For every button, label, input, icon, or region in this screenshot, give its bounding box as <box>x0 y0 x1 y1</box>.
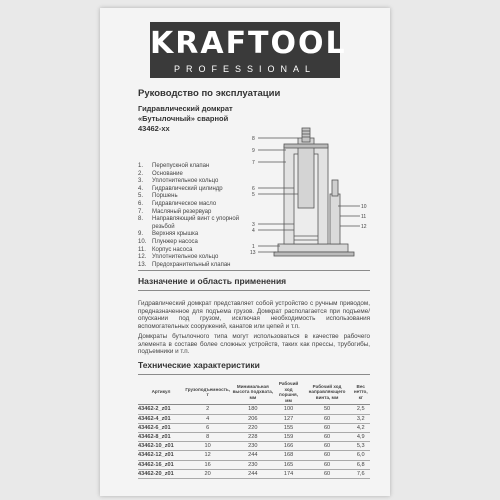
article-cell: 43462-2_z01 <box>138 405 184 414</box>
spec-cell: 60 <box>303 442 352 451</box>
diagram-label: 5 <box>252 192 255 198</box>
purpose-paragraph: Гидравлический домкрат представляет собой устройство с ручным приводом, предназначенное для подъема грузов. Домкрат располагается при подъеме/опускании под грузом, исключая необходимость использования вспомогательных сооружений, канатов или цепей и т.п. <box>138 300 370 331</box>
diagram-label: 6 <box>252 186 255 192</box>
spec-cell: 6 <box>184 423 231 432</box>
product-name-line1: Гидравлический домкрат <box>138 104 233 113</box>
part-label: Масляный резервуар <box>152 208 212 215</box>
part-number: 13. <box>138 261 147 268</box>
spec-cell: 4 <box>184 414 231 423</box>
spec-cell: 12 <box>184 451 231 460</box>
table-row <box>138 460 370 469</box>
purpose-title: Назначение и область применения <box>138 276 287 286</box>
part-item <box>138 247 250 255</box>
spec-cell: 174 <box>274 469 302 478</box>
part-label: Верхняя крышка <box>152 231 199 238</box>
parts-list <box>138 163 250 269</box>
diagram-label: 10 <box>361 204 367 210</box>
table-row <box>138 442 370 451</box>
col-header: Вес нетто, кг <box>351 380 370 405</box>
specs-title: Технические характеристики <box>138 360 260 370</box>
table-row <box>138 423 370 432</box>
part-number: 5. <box>138 193 144 200</box>
part-label: Направляющий винт с упорной резьбой <box>152 216 240 230</box>
spec-cell: 6,8 <box>351 460 370 469</box>
part-number: 2. <box>138 170 144 177</box>
col-header: Рабочий ход поршня, мм <box>274 380 302 405</box>
section-divider <box>138 270 370 271</box>
table-row <box>138 405 370 414</box>
article-cell: 43462-10_z01 <box>138 442 184 451</box>
part-label: Уплотнительное кольцо <box>152 254 219 261</box>
spec-cell: 166 <box>274 442 302 451</box>
part-number: 6. <box>138 200 144 207</box>
spec-cell: 155 <box>274 423 302 432</box>
diagram-label: 4 <box>252 228 255 234</box>
part-item <box>138 193 250 201</box>
part-item <box>138 171 250 179</box>
section-divider <box>138 290 370 291</box>
part-label: Уплотнительное кольцо <box>152 178 219 185</box>
part-number: 8. <box>138 216 144 223</box>
part-label: Корпус насоса <box>152 246 193 253</box>
part-item <box>138 262 250 270</box>
spec-cell: 2,5 <box>351 405 370 414</box>
spec-cell: 180 <box>231 405 274 414</box>
part-number: 10. <box>138 238 147 245</box>
spec-cell: 60 <box>303 460 352 469</box>
spec-cell: 159 <box>274 432 302 441</box>
spec-cell: 228 <box>231 432 274 441</box>
product-name-line2: «Бутылочный» сварной <box>138 114 229 123</box>
product-info <box>138 104 233 134</box>
spec-cell: 4,9 <box>351 432 370 441</box>
diagram-label: 7 <box>252 160 255 166</box>
section-divider <box>138 374 370 375</box>
brand-tagline: PROFESSIONAL <box>173 64 317 74</box>
spec-cell: 4,2 <box>351 423 370 432</box>
part-label: Основание <box>152 170 183 177</box>
diagram-label: 12 <box>361 224 367 230</box>
article-cell: 43462-4_z01 <box>138 414 184 423</box>
diagram-label: 3 <box>252 222 255 228</box>
part-label: Поршень <box>152 193 178 200</box>
spec-cell: 60 <box>303 451 352 460</box>
part-label: Гидравлический цилиндр <box>152 185 223 192</box>
part-label: Предохранительный клапан <box>152 261 231 268</box>
table-row <box>138 414 370 423</box>
part-item <box>138 254 250 262</box>
part-item <box>138 178 250 186</box>
spec-cell: 244 <box>231 451 274 460</box>
spec-cell: 206 <box>231 414 274 423</box>
spec-cell: 168 <box>274 451 302 460</box>
table-row <box>138 451 370 460</box>
part-number: 3. <box>138 178 144 185</box>
spec-cell: 244 <box>231 469 274 478</box>
spec-cell: 5,3 <box>351 442 370 451</box>
spec-cell: 127 <box>274 414 302 423</box>
diagram-label: 11 <box>361 214 367 220</box>
col-header: Минимальная высота подхвата, мм <box>231 380 274 405</box>
part-item <box>138 216 250 231</box>
spec-cell: 60 <box>303 432 352 441</box>
spec-cell: 60 <box>303 423 352 432</box>
part-label: Плунжер насоса <box>152 238 198 245</box>
purpose-paragraph: Домкраты бутылочного типа могут использоваться в качестве рабочего элемента в составе более сложных устройств, таких как прессы, трубогибы, подъемники и т.п. <box>138 332 370 356</box>
spec-cell: 6,0 <box>351 451 370 460</box>
manual-title: Руководство по эксплуатации <box>138 88 281 99</box>
part-item <box>138 186 250 194</box>
spec-cell: 50 <box>303 405 352 414</box>
part-number: 9. <box>138 231 144 238</box>
article-cell: 43462-12_z01 <box>138 451 184 460</box>
spec-cell: 60 <box>303 414 352 423</box>
spec-cell: 7,6 <box>351 469 370 478</box>
diagram-label: 1 <box>252 244 255 250</box>
specs-header-row <box>138 380 370 405</box>
col-header: Артикул <box>138 380 184 405</box>
table-row <box>138 432 370 441</box>
part-number: 11. <box>138 246 146 253</box>
brand-logo <box>150 22 347 78</box>
part-label: Гидравлическое масло <box>152 200 217 207</box>
spec-cell: 10 <box>184 442 231 451</box>
spec-cell: 16 <box>184 460 231 469</box>
article-cell: 43462-16_z01 <box>138 460 184 469</box>
part-number: 7. <box>138 208 144 215</box>
spec-cell: 220 <box>231 423 274 432</box>
article-cell: 43462-6_z01 <box>138 423 184 432</box>
article-cell: 43462-8_z01 <box>138 432 184 441</box>
spec-cell: 20 <box>184 469 231 478</box>
brand-name: KRAFTOOL <box>150 26 347 61</box>
diagram-label: 8 <box>252 136 255 142</box>
spec-cell: 230 <box>231 460 274 469</box>
col-header: Рабочий ход направляющего винта, мм <box>303 380 352 405</box>
article-cell: 43462-20_z01 <box>138 469 184 478</box>
part-number: 4. <box>138 185 144 192</box>
spec-cell: 60 <box>303 469 352 478</box>
spec-cell: 3,2 <box>351 414 370 423</box>
part-number: 1. <box>138 163 144 169</box>
part-item <box>138 231 250 239</box>
purpose-text <box>138 300 370 356</box>
spec-cell: 2 <box>184 405 231 414</box>
part-item <box>138 239 250 247</box>
part-number: 12. <box>138 254 147 261</box>
part-item <box>138 201 250 209</box>
instruction-sheet <box>100 8 390 496</box>
jack-diagram <box>250 124 370 264</box>
col-header: Грузоподъемность, т <box>184 380 231 405</box>
diagram-label: 9 <box>252 148 255 154</box>
spec-cell: 100 <box>274 405 302 414</box>
part-label: Перепускной клапан <box>152 163 210 169</box>
specs-table <box>138 380 370 479</box>
spec-cell: 165 <box>274 460 302 469</box>
table-row <box>138 469 370 478</box>
part-item <box>138 163 250 171</box>
spec-cell: 230 <box>231 442 274 451</box>
diagram-label: 13 <box>250 250 256 256</box>
spec-cell: 8 <box>184 432 231 441</box>
product-model: 43462-xx <box>138 124 170 133</box>
